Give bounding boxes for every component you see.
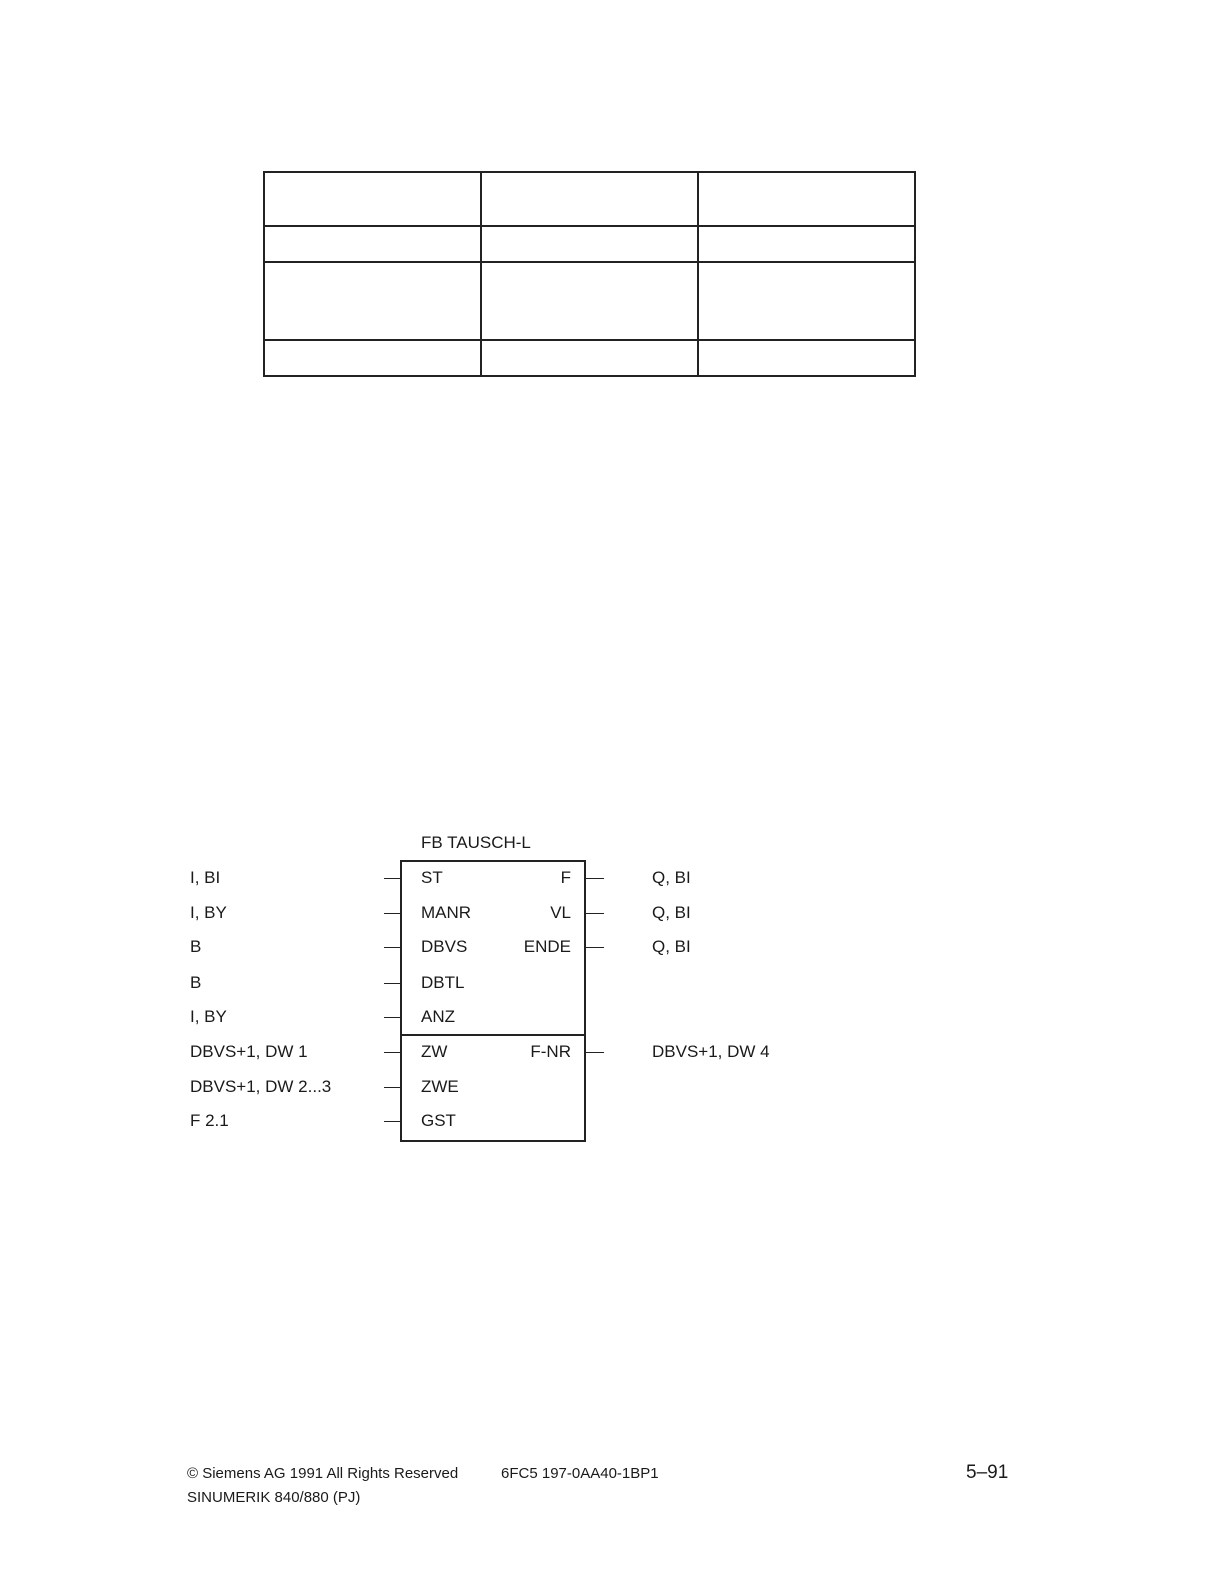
table-cell bbox=[698, 226, 915, 262]
output-operand-vl: Q, BI bbox=[652, 903, 691, 922]
input-pin-dbtl: DBTL bbox=[421, 973, 465, 992]
output-operand-f: Q, BI bbox=[652, 868, 691, 887]
empty-table bbox=[263, 171, 916, 377]
table-cell bbox=[698, 172, 915, 226]
input-pin-line bbox=[384, 983, 400, 984]
footer-product: SINUMERIK 840/880 (PJ) bbox=[187, 1489, 361, 1506]
table-row bbox=[264, 340, 915, 376]
input-pin-manr: MANR bbox=[421, 903, 472, 922]
table-cell bbox=[481, 340, 698, 376]
input-pin-line bbox=[384, 1017, 400, 1018]
input-operand-dbtl: B bbox=[190, 973, 202, 992]
input-operand-st: I, BI bbox=[190, 868, 221, 887]
output-pin-line bbox=[586, 913, 604, 914]
table-cell bbox=[698, 340, 915, 376]
input-pin-zw: ZW bbox=[421, 1042, 448, 1061]
table-row bbox=[264, 172, 915, 226]
input-pin-st: ST bbox=[421, 868, 443, 887]
input-pin-gst: GST bbox=[421, 1111, 456, 1130]
input-pin-line bbox=[384, 1121, 400, 1122]
table-cell bbox=[264, 226, 481, 262]
block-divider bbox=[400, 1034, 586, 1036]
output-pin-line bbox=[586, 947, 604, 948]
output-pin-ende: ENDE bbox=[523, 937, 571, 956]
output-pin-line bbox=[586, 878, 604, 879]
table-cell bbox=[698, 262, 915, 340]
table-row bbox=[264, 226, 915, 262]
output-pin-line bbox=[586, 1052, 604, 1053]
footer-order-number: 6FC5 197-0AA40-1BP1 bbox=[501, 1465, 659, 1482]
input-pin-line bbox=[384, 947, 400, 948]
table-cell bbox=[264, 262, 481, 340]
input-operand-gst: F 2.1 bbox=[190, 1111, 229, 1130]
input-operand-anz: I, BY bbox=[190, 1007, 227, 1026]
input-pin-dbvs: DBVS bbox=[421, 937, 468, 956]
input-pin-zwe: ZWE bbox=[421, 1077, 459, 1096]
table-cell bbox=[264, 172, 481, 226]
input-pin-line bbox=[384, 878, 400, 879]
table-cell bbox=[481, 226, 698, 262]
input-pin-line bbox=[384, 1087, 400, 1088]
output-pin-f: F bbox=[560, 868, 571, 887]
footer-copyright: © Siemens AG 1991 All Rights Reserved bbox=[187, 1465, 459, 1482]
table-row bbox=[264, 262, 915, 340]
output-operand-f-nr: DBVS+1, DW 4 bbox=[652, 1042, 770, 1061]
input-operand-manr: I, BY bbox=[190, 903, 227, 922]
input-operand-zw: DBVS+1, DW 1 bbox=[190, 1042, 308, 1061]
input-pin-anz: ANZ bbox=[421, 1007, 455, 1026]
output-pin-vl: VL bbox=[550, 903, 571, 922]
output-pin-f-nr: F-NR bbox=[530, 1042, 571, 1061]
block-title: FB TAUSCH-L bbox=[421, 833, 531, 852]
input-pin-line bbox=[384, 913, 400, 914]
input-operand-dbvs: B bbox=[190, 937, 202, 956]
table-cell bbox=[481, 262, 698, 340]
input-operand-zwe: DBVS+1, DW 2...3 bbox=[190, 1077, 332, 1096]
output-operand-ende: Q, BI bbox=[652, 937, 691, 956]
table-cell bbox=[481, 172, 698, 226]
table-cell bbox=[264, 340, 481, 376]
page-number: 5–91 bbox=[966, 1462, 1009, 1483]
input-pin-line bbox=[384, 1052, 400, 1053]
